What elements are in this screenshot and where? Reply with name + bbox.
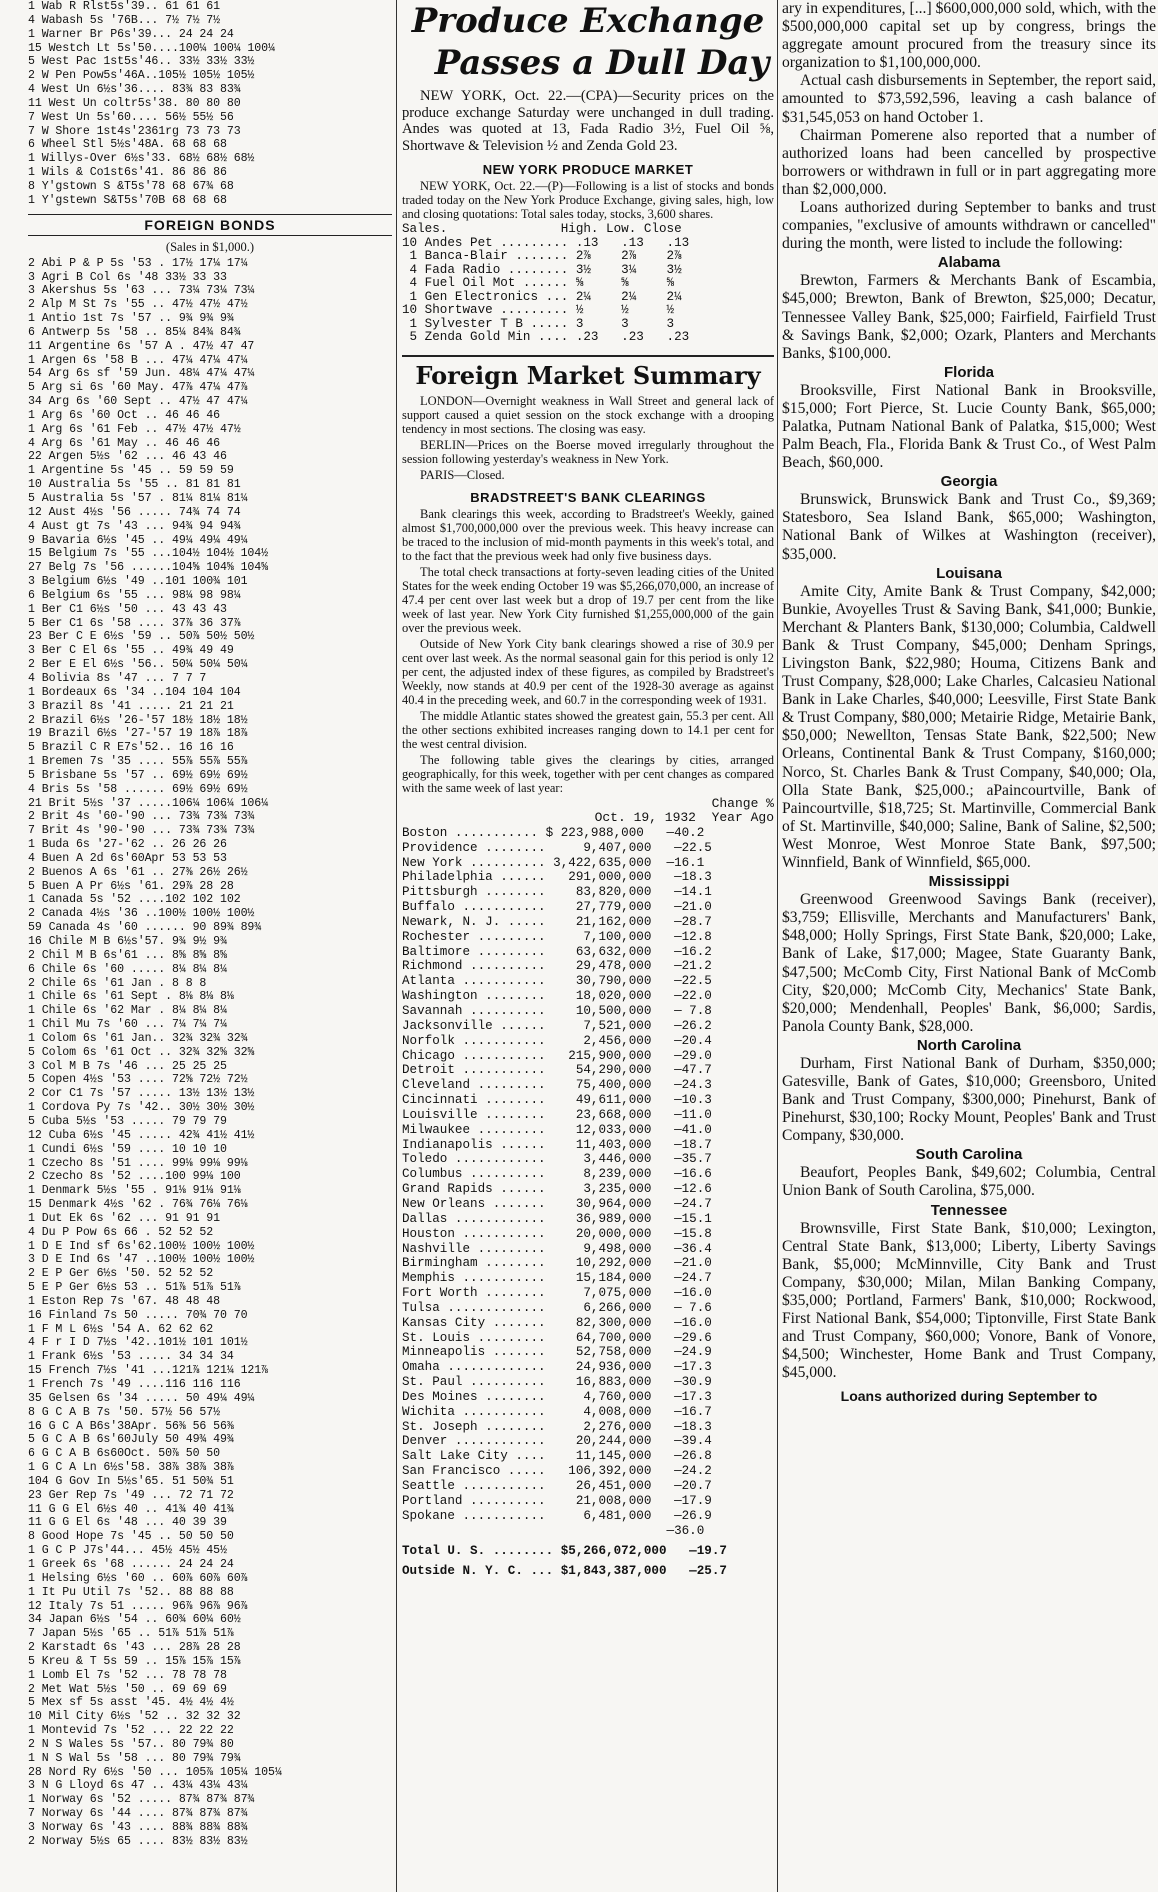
foreign-bond-row: 2 Abi P & P 5s '53 . 17½ 17¼ 17¼ <box>28 256 248 270</box>
bond-column <box>28 0 392 1892</box>
state-heading: Alabama <box>937 254 1001 272</box>
foreign-bond-row: 35 Gelsen 6s '34 ..... 50 49¼ 49¼ <box>28 1391 255 1405</box>
bradstreet-p1: Bank clearings this week, according to Bradstreet's Weekly, gained almost $1,700,000,000 over the previous week. This heavy increase can be traced to the inclusion of mid-month payments in this week's total, and to the fact that the previous week had only five business days. <box>402 506 774 563</box>
clearing-row: Indianapolis ...... 11,403,000 —18.7 <box>402 1137 712 1152</box>
foreign-bond-row: 23 Ger Rep 7s '49 ... 72 71 72 <box>28 1488 234 1502</box>
foreign-bond-row: 54 Arg 6s sf '59 Jun. 48¼ 47¼ 47¼ <box>28 367 255 381</box>
state-loans: Durham, First National Bank of Durham, $350,000; Gatesville, Bank of Gates, $10,000; Greensboro, United Bank and Trust Company, $300,000; Pinehurst, Bank of Pinehurst, $30,100; Rocky Mount, Peoples' Bank and Trust Company, $30,000. <box>782 1054 1156 1145</box>
clearing-row: Birmingham ........ 10,292,000 —21.0 <box>402 1256 712 1271</box>
foreign-bond-row: 3 Brazil 8s '41 ..... 21 21 21 <box>28 699 234 713</box>
foreign-bond-row: 1 Helsing 6½s '60 .. 60⅞ 60⅞ 60⅞ <box>28 1571 248 1585</box>
foreign-bond-row: 1 F M L 6½s '54 A. 62 62 62 <box>28 1322 214 1336</box>
foreign-bond-row: 2 Met Wat 5½s '50 .. 69 69 69 <box>28 1682 227 1696</box>
foreign-bond-row: 5 Cuba 5½s '53 ..... 79 79 79 <box>28 1114 227 1128</box>
foreign-bond-row: 6 Belgium 6s '55 ... 98¼ 98 98¼ <box>28 588 241 602</box>
rfc-trailing: Loans authorized during September to <box>840 1388 1098 1405</box>
foreign-bond-row: 4 Bris 5s '58 ...... 69½ 69½ 69½ <box>28 782 248 796</box>
foreign-bond-row: 1 French 7s '49 ....116 116 116 <box>28 1378 241 1391</box>
state-heading: South Carolina <box>915 1146 1023 1164</box>
foreign-bond-row: 3 Belgium 6½s '49 ..101 100¾ 101 <box>28 575 248 589</box>
bradstreet-p3: Outside of New York City bank clearings showed a rise of 30.9 per cent over last week. As the normal seasonal gain for this period is only 12 per cent, the adjusted index of these figures, as compiled by Bradstreet's Weekly, now stands at 40.9 per cent of the 1928-30 average as against 40.4 in the preceding week, and 60.7 in the corresponding week of 1931. <box>402 636 774 707</box>
sales-note: (Sales in $1,000.) <box>165 239 255 254</box>
clearing-row: Houston ........... 20,000,000 —15.8 <box>402 1226 712 1241</box>
foreign-bond-row: 12 Aust 4½s '56 ..... 74¾ 74 74 <box>28 505 241 519</box>
clearing-row: Tulsa ............. 6,266,000 — 7.6 <box>402 1300 712 1315</box>
clearing-row: Seattle ........... 26,451,000 —20.7 <box>402 1479 712 1493</box>
produce-row: 5 Zenda Gold Min .... .23 .23 .23 <box>402 330 690 345</box>
clearing-row: Grand Rapids ...... 3,235,000 —12.6 <box>402 1182 712 1197</box>
foreign-bond-row: 2 Ber E El 6½s '56.. 50¼ 50¼ 50¼ <box>28 658 248 672</box>
foreign-bond-row: 1 Buda 6s '27-'62 .. 26 26 26 <box>28 838 227 852</box>
foreign-bond-row: 15 Denmark 4½s '62 . 76¾ 76⅛ 76⅛ <box>28 1198 248 1212</box>
foreign-bond-row: 1 Denmark 5½s '55 . 91⅛ 91⅛ 91⅛ <box>28 1184 241 1198</box>
foreign-bond-row: 27 Belg 7s '56 ......104⅝ 104⅝ 104⅝ <box>28 561 269 575</box>
foreign-bond-row: 5 Australia 5s '57 . 81¼ 81¼ 81¼ <box>28 492 248 505</box>
foreign-bond-row: 1 D E Ind sf 6s'62.100½ 100½ 100½ <box>28 1239 255 1253</box>
foreign-bond-row: 4 F r I D 7½s '42..101½ 101 101½ <box>28 1336 248 1350</box>
foreign-bond-row: 1 Arg 6s '61 Feb .. 47½ 47½ 47½ <box>28 422 241 436</box>
clearings-table <box>402 826 774 1539</box>
produce-row: 1 Sylvester T B ..... 3 3 3 <box>402 316 675 331</box>
foreign-bond-row: 2 Chil M B 6s'61 ... 8⅝ 8⅝ 8⅝ <box>28 948 227 962</box>
clearing-row: Baltimore ......... 63,632,000 —16.2 <box>402 944 712 959</box>
foreign-bond-row: 16 Finland 7s 50 ..... 70¾ 70 70 <box>28 1308 248 1322</box>
clearing-row: Atlanta ........... 30,790,000 —22.5 <box>402 974 712 989</box>
bond-row: 4 West Un 6½s'36.... 83¾ 83 83¾ <box>28 83 241 97</box>
produce-row: 1 Gen Electronics ... 2¼ 2¼ 2¼ <box>402 289 682 304</box>
clearing-row: Boston ........... $ 223,988,000 —40.2 <box>402 825 705 840</box>
foreign-bond-row: 11 G G El 6½s 40 .. 41¾ 40 41¾ <box>28 1502 234 1516</box>
paris-report: PARIS—Closed. <box>420 467 505 482</box>
foreign-bond-row: 2 Brazil 6½s '26-'57 18½ 18½ 18½ <box>28 713 248 727</box>
bond-row: 7 West Un 5s'60.... 56½ 55½ 56 <box>28 110 234 124</box>
foreign-bond-row: 2 Alp M St 7s '55 .. 47½ 47½ 47½ <box>28 298 248 312</box>
foreign-bond-row: 5 E P Ger 6½s 53 .. 51⅞ 51⅞ 51⅞ <box>28 1281 241 1295</box>
bond-row: 1 Warner Br P6s'39... 24 24 24 <box>28 27 234 41</box>
bond-row: 1 Willys-Over 6½s'33. 68½ 68½ 68½ <box>28 152 255 166</box>
foreign-bond-row: 1 Lomb El 7s '52 ... 78 78 78 <box>28 1668 227 1682</box>
column-rule <box>396 0 397 1892</box>
foreign-bond-row: 5 Ber C1 6s '58 .... 37⅞ 36 37⅞ <box>28 616 241 630</box>
foreign-bond-row: 1 Ber C1 6½s '50 ... 43 43 43 <box>28 602 227 616</box>
foreign-bond-row: 28 Nord Ry 6½s '50 ... 105⅞ 105¼ 105¼ <box>28 1765 282 1779</box>
produce-story: NEW YORK, Oct. 22.—(CPA)—Security prices on the produce exchange Saturday were unchanged in dull trading. Andes was quoted at 13, Fada Radio 3½, Fuel Oil ⅝, Shortwave & Television ½ and Zenda Gold 23. <box>402 88 774 154</box>
foreign-bond-row: 1 Czecho 8s '51 .... 99⅛ 99⅛ 99⅛ <box>28 1156 248 1170</box>
foreign-bond-row: 2 Buenos A 6s '61 .. 27⅜ 26½ 26½ <box>28 865 248 879</box>
berlin-report: BERLIN—Prices on the Boerse moved irregularly throughout the session following yesterday's weakness in New York. <box>402 437 774 466</box>
foreign-bond-row: 8 Good Hope 7s '45 .. 50 50 50 <box>28 1530 234 1544</box>
clearing-row: Newark, N. J. ..... 21,162,000 —28.7 <box>402 914 712 929</box>
bond-row: 7 W Shore 1st4s'2361rg 73 73 73 <box>28 124 241 138</box>
bond-row: 15 Westch Lt 5s'50....100¼ 100¼ 100¼ <box>28 41 275 55</box>
foreign-bond-row: 1 Frank 6½s '53 ..... 34 34 34 <box>28 1350 234 1364</box>
foreign-bond-row: 2 Czecho 8s '52 ....100 99⅛ 100 <box>28 1170 241 1184</box>
rfc-p3: Chairman Pomerene also reported that a number of authorized loans had been cancelled by prospective borrowers or withdrawn in full or in part aggregating more than $2,000,000. <box>782 126 1156 198</box>
foreign-bond-row: 5 Kreu & T 5s 59 .. 15⅞ 15⅞ 15⅞ <box>28 1654 241 1668</box>
clearing-row: Memphis ........... 15,184,000 —24.7 <box>402 1271 712 1286</box>
clearing-row: Dallas ............ 36,989,000 —15.1 <box>402 1211 712 1226</box>
produce-row: 10 Andes Pet ......... .13 .13 .13 <box>402 235 690 250</box>
foreign-bond-row: 1 Bordeaux 6s '34 ..104 104 104 <box>28 685 241 699</box>
clearing-row: Minneapolis ....... 52,758,000 —24.9 <box>402 1345 712 1360</box>
foreign-bond-row: 4 Bolivia 8s '47 ... 7 7 7 <box>28 671 207 685</box>
foreign-bond-row: 1 Argentine 5s '45 .. 59 59 59 <box>28 464 234 478</box>
foreign-bond-row: 1 It Pu Util 7s '52.. 88 88 88 <box>28 1585 234 1599</box>
clearing-row: Pittsburgh ........ 83,820,000 —14.1 <box>402 885 712 900</box>
foreign-bond-row: 1 Norway 6s '52 ..... 87¾ 87¾ 87¾ <box>28 1793 255 1807</box>
foreign-bond-row: 5 Arg si 6s '60 May. 47⅞ 47¼ 47⅞ <box>28 381 248 395</box>
state-heading: Louisana <box>936 564 1002 582</box>
clearing-row: Denver ............ 20,244,000 —39.4 <box>402 1434 712 1449</box>
foreign-bond-row: 5 Buen A Pr 6½s '61. 29⅞ 28 28 <box>28 879 234 893</box>
foreign-bonds-heading: FOREIGN BONDS <box>28 214 392 236</box>
clearings-head-2: Oct. 19, 1932 Year Ago <box>594 810 774 826</box>
produce-table <box>402 237 774 345</box>
bond-row: 1 Y'gstewn S&T5s'70B 68 68 68 <box>28 193 227 207</box>
clearing-row: Nashville ......... 9,498,000 —36.4 <box>402 1241 712 1256</box>
bond-row: 6 Wheel Stl 5½s'48A. 68 68 68 <box>28 138 227 152</box>
foreign-bond-row: 2 N S Wales 5s '57.. 80 79¾ 80 <box>28 1737 234 1751</box>
clearing-row: Jacksonville ...... 7,521,000 —26.2 <box>402 1018 712 1033</box>
clearing-row: Louisville ........ 23,668,000 —11.0 <box>402 1107 712 1122</box>
foreign-bond-row: 6 Chile 6s '60 ..... 8¼ 8¼ 8¼ <box>28 962 227 976</box>
foreign-bond-row: 5 G C A B 6s'60July 50 49¾ 49¾ <box>28 1433 234 1447</box>
produce-row: 4 Fada Radio ........ 3½ 3¼ 3½ <box>402 262 682 277</box>
foreign-bond-row: 59 Canada 4s '60 ...... 90 89¾ 89¾ <box>28 921 262 935</box>
clearing-row: Chicago ........... 215,900,000 —29.0 <box>402 1048 712 1063</box>
clearing-row: Philadelphia ...... 291,000,000 —18.3 <box>402 870 712 885</box>
foreign-bond-row: 6 Antwerp 5s '58 .. 85¼ 84¾ 84¾ <box>28 325 241 339</box>
london-report: LONDON—Overnight weakness in Wall Street and general lack of support caused a quiet session on the stock exchange with a drooping tendency in most sections. The closing was easy. <box>402 393 774 436</box>
foreign-bond-row: 1 Montevid 7s '52 ... 22 22 22 <box>28 1724 234 1738</box>
bond-row: 5 West Pac 1st5s'46.. 33½ 33½ 33½ <box>28 55 255 69</box>
rfc-column <box>782 0 1156 1892</box>
foreign-bond-row: 2 E P Ger 6½s '50. 52 52 52 <box>28 1267 214 1281</box>
foreign-bond-row: 1 Chil Mu 7s '60 ... 7¼ 7¼ 7¼ <box>28 1018 227 1032</box>
clearing-row: Wichita ........... 4,008,000 —16.7 <box>402 1404 712 1419</box>
clearing-row: St. Joseph ........ 2,276,000 —18.3 <box>402 1419 712 1434</box>
bond-row: 8 Y'gstown S &T5s'78 68 67¾ 68 <box>28 179 234 193</box>
foreign-bond-row: 4 Buen A 2d 6s'60Apr 53 53 53 <box>28 851 227 865</box>
clearing-row: Columbus .......... 8,239,000 —16.6 <box>402 1167 712 1182</box>
foreign-bond-row: 23 Ber C E 6½s '59 .. 50⅞ 50½ 50½ <box>28 630 255 644</box>
clearing-row: Detroit ........... 54,290,000 —47.7 <box>402 1063 712 1078</box>
foreign-bond-row: 4 Arg 6s '61 May .. 46 46 46 <box>28 436 221 450</box>
clearing-row: Omaha ............. 24,936,000 —17.3 <box>402 1360 712 1375</box>
clearing-row: Providence ........ 9,407,000 —22.5 <box>402 840 712 855</box>
foreign-bond-row: 3 Col M B 7s '46 ... 25 25 25 <box>28 1059 227 1073</box>
clearing-row: Toledo ............ 3,446,000 —35.7 <box>402 1152 712 1167</box>
foreign-bond-row: 12 Italy 7s 51 ..... 96⅞ 96⅞ 96⅞ <box>28 1599 248 1613</box>
state-loans: Brewton, Farmers & Merchants Bank of Escambia, $45,000; Brewton, Bank of Brewton, $25,000; Decatur, Tennessee Valley Bank, $25,000; Fairfield, Fairfield Trust & Savings Bank, $2,000; Ozark, Planters and Merchants Banks, $100,000. <box>782 272 1156 362</box>
foreign-bond-list <box>28 257 392 1849</box>
foreign-bond-row: 2 Cor C1 7s '57 ..... 13½ 13½ 13½ <box>28 1087 255 1101</box>
state-heading: Georgia <box>940 473 998 491</box>
foreign-bond-row: 1 Antio 1st 7s '57 .. 9¾ 9¾ 9¾ <box>28 312 234 326</box>
foreign-bond-row: 19 Brazil 6½s '27-'57 19 18⅞ 18⅞ <box>28 727 248 741</box>
bond-row: 1 Wab R Rlst5s'39.. 61 61 61 <box>28 0 221 13</box>
bradstreet-p4: The middle Atlantic states showed the greatest gain, 55.3 per cent. All the other sections exhibited increases ranging down to 14.1 per cent for the west central division. <box>402 708 774 751</box>
state-heading: Florida <box>943 363 994 381</box>
foreign-bond-row: 1 Greek 6s '68 ...... 24 24 24 <box>28 1557 234 1571</box>
foreign-bond-row: 1 Canada 5s '52 ....102 102 102 <box>28 893 241 907</box>
state-loans: Amite City, Amite Bank & Trust Company, $42,000; Bunkie, Avoyelles Trust & Saving Bank, $41,000; Bunkie, Merchant & Planters Bank, $130,000; Columbia, Caldwell Bank & Trust Company, $45,000; Denham Springs, Livingston Bank, $22,980; Houma, Citizens Bank and Trust Company, $28,000; Lake Charles, Calcasieu National Bank in Lake Charles, $40,000; Leesville, First State Bank & Trust Company, $80,000; Metairie Ridge, Metairie Bank, $50,000; Newellton, Tensas State Bank, $22,500; New Orleans, Continental Bank & Trust Company, $160,000; Norco, St. Charles Bank & Trust Company, $40,000; Ola, Olla State Bank, $25,000.; aPaincourtville, Bank of Paincourtville, $18,725; St. Martinville, Commercial Bank of St. Martinville, $40,000; Saline, Bank of Saline, $2,500; West Monroe, West Monroe State Bank, $97,500; Winnfield, Bank of Winnfield, $65,000. <box>782 582 1156 872</box>
bond-row: 2 W Pen Pow5s'46A..105½ 105½ 105½ <box>28 69 255 83</box>
foreign-bond-row: 1 Cordova Py 7s '42.. 30½ 30½ 30½ <box>28 1101 255 1115</box>
foreign-bond-row: 34 Japan 6½s '54 .. 60¾ 60¼ 60½ <box>28 1613 241 1627</box>
foreign-bond-row: 7 Japan 5½s '65 .. 51⅞ 51⅞ 51⅞ <box>28 1627 234 1641</box>
foreign-bond-row: 1 Colom 6s '61 Jan.. 32¾ 32¾ 32¾ <box>28 1031 248 1045</box>
clearing-row: Des Moines ........ 4,760,000 —17.3 <box>402 1389 712 1404</box>
foreign-bond-row: 7 Norway 6s '44 .... 87¾ 87¾ 87¾ <box>28 1807 248 1821</box>
clearing-row: Portland .......... 21,008,000 —17.9 <box>402 1493 712 1508</box>
foreign-bond-row: 1 Cundi 6½s '59 .... 10 10 10 <box>28 1142 227 1156</box>
rfc-intro: ary in expenditures, [...] $600,000,000 sold, which, with the $500,000,000 capital set up by congress, brings the aggregate amount procured from the treasury since its organization to $1,100,000,000. <box>782 0 1156 72</box>
clearing-row: Norfolk ........... 2,456,000 —20.4 <box>402 1033 712 1048</box>
foreign-bond-row: 8 G C A B 7s '50. 57½ 56 57½ <box>28 1405 221 1419</box>
produce-row: 4 Fuel Oil Mot ...... ⅝ ⅝ ⅝ <box>402 276 675 291</box>
foreign-bond-row: 3 D E Ind 6s '47 ..100½ 100½ 100½ <box>28 1253 255 1267</box>
clearing-row: Rochester ......... 7,100,000 —12.8 <box>402 929 712 944</box>
foreign-bond-row: 1 G C P J7s'44... 45½ 45½ 45½ <box>28 1544 227 1558</box>
foreign-bond-row: 16 G C A B6s'38Apr. 56⅜ 56 56⅜ <box>28 1419 234 1433</box>
foreign-bond-row: 5 Brisbane 5s '57 .. 69½ 69½ 69½ <box>28 768 248 782</box>
state-loans: Brownsville, First State Bank, $10,000; Lexington, Central State Bank, $13,000; Liberty, Liberty Savings Bank, $5,000; McMinnville, City Bank and Trust Company, $30,000; Milan, Milan Banking Company, $35,000; Portland, Farmers' Bank, $10,000; Rockwood, First National Bank, $54,000; Tiptonville, First State Bank and Trust Company, $60,000; Vonore, Bank of Vonore, $4,500; Winchester, Home Bank and Trust Company, $45,000. <box>782 1219 1156 1382</box>
bond-row: 4 Wabash 5s '76B... 7½ 7½ 7½ <box>28 13 221 27</box>
clearing-row: New Orleans ....... 30,964,000 —24.7 <box>402 1196 712 1211</box>
produce-row: 1 Banca-Blair ....... 2⅞ 2⅞ 2⅞ <box>402 249 682 264</box>
produce-headline: Produce Exchange <box>411 1 765 41</box>
bond-row: 11 West Un coltr5s'38. 80 80 80 <box>28 96 241 110</box>
foreign-bond-row: 6 G C A B 6s60Oct. 50⅞ 50 50 <box>28 1447 221 1461</box>
state-loan-list <box>782 254 1156 1382</box>
foreign-bond-row: 10 Mil City 6½s '52 .. 32 32 32 <box>28 1710 241 1724</box>
foreign-bond-row: 2 Karstadt 6s '43 ... 28⅞ 28 28 <box>28 1641 241 1655</box>
clearing-row: Buffalo ........... 27,779,000 —21.0 <box>402 900 712 915</box>
foreign-bond-row: 5 Mex sf 5s asst '45. 4½ 4½ 4½ <box>28 1696 234 1710</box>
foreign-bond-row: 15 Belgium 7s '55 ...104½ 104½ 104½ <box>28 547 269 561</box>
foreign-bond-row: 21 Brit 5½s '37 .....106¼ 106¼ 106¼ <box>28 796 269 810</box>
clearing-row: Kansas City ....... 82,300,000 —16.0 <box>402 1315 712 1330</box>
foreign-bond-row: 2 Brit 4s '60-'90 ... 73¾ 73¾ 73¾ <box>28 810 255 824</box>
domestic-bond-list <box>28 0 392 208</box>
clearing-row: Salt Lake City .... 11,145,000 —26.8 <box>402 1449 712 1464</box>
foreign-bond-row: 10 Australia 5s '55 .. 81 81 81 <box>28 478 241 492</box>
clearing-row: Washington ........ 18,020,000 —22.0 <box>402 989 712 1004</box>
foreign-bond-row: 1 N S Wal 5s '58 ... 80 79¾ 79¾ <box>28 1751 241 1765</box>
foreign-bond-row: 3 Ber C El 6s '55 .. 49¾ 49 49 <box>28 644 234 658</box>
foreign-bond-row: 1 Bremen 7s '35 .... 55⅞ 55⅞ 55⅞ <box>28 755 248 769</box>
clearing-row: —36.0 <box>402 1523 705 1538</box>
market-column <box>402 0 774 1892</box>
foreign-market-headline: Foreign Market Summary <box>402 355 774 390</box>
foreign-bond-row: 2 Canada 4½s '36 ..100½ 100½ 100½ <box>28 907 255 921</box>
foreign-bond-row: 1 Arg 6s '60 Oct .. 46 46 46 <box>28 408 221 422</box>
foreign-bond-row: 3 N G Lloyd 6s 47 .. 43¼ 43¼ 43¼ <box>28 1779 248 1793</box>
foreign-bond-row: 2 Chile 6s '61 Jan . 8 8 8 <box>28 976 207 990</box>
foreign-bond-row: 4 Aust gt 7s '43 ... 94¾ 94 94¾ <box>28 519 241 533</box>
state-loans: Brunswick, Brunswick Bank and Trust Co., $9,369; Statesboro, Sea Island Bank, $65,000; Washington, National Bank of Wilkes at Washington (receiver), $35,000. <box>782 491 1156 563</box>
produce-row: 10 Shortwave ......... ½ ½ ½ <box>402 303 675 318</box>
foreign-bond-row: 11 Argentine 6s '57 A . 47½ 47 47 <box>28 339 255 353</box>
foreign-bond-row: 3 Norway 6s '43 .... 88¾ 88¾ 88¾ <box>28 1821 248 1834</box>
bradstreet-p2: The total check transactions at forty-seven leading cities of the United States for the week ending October 19 was $5,266,070,000, an increase of 47.4 per cent over last week but a drop of 19.7 per cent from the like week of last year. New York City furnished $1,255,000,000 of the gain over the previous week. <box>402 564 774 635</box>
foreign-bond-row: 16 Chile M B 6½s'57. 9¾ 9½ 9¾ <box>28 935 227 948</box>
foreign-bond-row: 7 Brit 4s '90-'90 ... 73¾ 73¾ 73¾ <box>28 824 255 838</box>
foreign-bond-row: 2 Norway 5½s 65 .... 83½ 83½ 83½ <box>28 1834 248 1848</box>
bond-row: 1 Wils & Co1st6s'41. 86 86 86 <box>28 166 227 180</box>
foreign-bond-row: 1 Argen 6s '58 B ... 47¼ 47¼ 47¼ <box>28 353 248 367</box>
foreign-bond-row: 9 Bavaria 6½s '45 .. 49¼ 49¼ 49¼ <box>28 533 248 547</box>
clearing-row: Spokane ........... 6,481,000 —26.9 <box>402 1508 712 1523</box>
state-loans: Greenwood Greenwood Savings Bank (receiver), $3,759; Ellisville, Merchants and Manufacturers' Bank, $48,000; Holly Springs, First State Bank, $20,000; Lake, Bank of Lake, $17,000; Magee, State Guaranty Bank, $47,500; McComb City, First National Bank of McComb City, $20,000; McComb City, Mechanics' State Bank, $20,000; Mendenhall, Peoples' Bank, $6,000; Sardis, Panola County Bank, $28,000. <box>782 891 1156 1035</box>
foreign-bond-row: 11 G G El 6s '48 ... 40 39 39 <box>28 1516 227 1530</box>
clearing-row: San Francisco ..... 106,392,000 —24.2 <box>402 1464 712 1479</box>
foreign-bond-row: 5 Copen 4½s '53 .... 72⅝ 72½ 72½ <box>28 1073 248 1087</box>
clearings-outside-ny: Outside N. Y. C. ... $1,843,387,000 —25.7 <box>402 1564 727 1579</box>
foreign-bond-row: 5 Colom 6s '61 Oct .. 32¾ 32⅝ 32⅝ <box>28 1045 255 1059</box>
foreign-bond-row: 1 Chile 6s '62 Mar . 8¼ 8¼ 8¼ <box>28 1004 227 1018</box>
foreign-bond-row: 3 Akershus 5s '63 ... 73¼ 73¼ 73¼ <box>28 284 255 298</box>
bradstreet-heading: BRADSTREET'S BANK CLEARINGS <box>470 489 706 505</box>
foreign-bond-row: 1 Chile 6s '61 Sept . 8⅛ 8⅛ 8⅛ <box>28 990 234 1004</box>
state-loans: Beaufort, Peoples Bank, $49,602; Columbia, Central Union Bank of South Carolina, $75,000. <box>782 1164 1156 1200</box>
clearing-row: St. Louis ......... 64,700,000 —29.6 <box>402 1330 712 1345</box>
foreign-bond-row: 1 Dut Ek 6s '62 ... 91 91 91 <box>28 1211 221 1225</box>
produce-table-header: Sales. High. Low. Close <box>402 222 682 237</box>
foreign-bond-row: 22 Argen 5½s '62 ... 46 43 46 <box>28 450 227 464</box>
foreign-bond-row: 5 Brazil C R E7s'52.. 16 16 16 <box>28 741 234 755</box>
state-loans: Brooksville, First National Bank in Brooksville, $15,000; Fort Pierce, St. Lucie County Bank, $65,000; Palatka, Putnam National Bank of Palatka, $15,000; West Palm Beach, Fla., Florida Bank & Trust Co., of West Palm Beach, $60,000. <box>782 381 1156 472</box>
clearings-total-us: Total U. S. ........ $5,266,072,000 —19.7 <box>402 1544 727 1559</box>
rfc-p2: Actual cash disbursements in September, the report said, amounted to $73,592,596, leaving a cash balance of $31,545,053 on hand October 1. <box>782 72 1156 126</box>
state-heading: North Carolina <box>916 1036 1022 1054</box>
state-heading: Tennessee <box>930 1201 1008 1219</box>
foreign-bond-row: 1 Eston Rep 7s '67. 48 48 48 <box>28 1294 221 1308</box>
clearing-row: Richmond .......... 29,478,000 —21.2 <box>402 959 712 974</box>
clearing-row: Cincinnati ........ 49,611,000 —10.3 <box>402 1093 712 1108</box>
foreign-bond-row: 15 French 7½s '41 ...121⅞ 121¼ 121⅞ <box>28 1364 269 1378</box>
rfc-p4: Loans authorized during September to banks and trust companies, "exclusive of amounts withdrawn or cancelled" during the month, were listed to include the following: <box>782 199 1156 253</box>
foreign-bond-row: 34 Arg 6s '60 Sept .. 47½ 47 47¼ <box>28 395 248 409</box>
foreign-bond-row: 3 Agri B Col 6s '48 33½ 33 33 <box>28 270 227 284</box>
clearing-row: Fort Worth ........ 7,075,000 —16.0 <box>402 1286 712 1301</box>
foreign-bond-row: 12 Cuba 6½s '45 ..... 42¾ 41½ 41½ <box>28 1128 255 1142</box>
clearing-row: Cleveland ......... 75,400,000 —24.3 <box>402 1078 712 1093</box>
clearing-row: St. Paul .......... 16,883,000 —30.9 <box>402 1375 712 1390</box>
foreign-bond-row: 104 G Gov In 5½s'65. 51 50¾ 51 <box>28 1474 234 1488</box>
produce-market-heading: NEW YORK PRODUCE MARKET <box>482 162 694 178</box>
clearing-row: New York .......... 3,422,635,000 —16.1 <box>402 855 705 870</box>
column-rule <box>777 0 778 1892</box>
produce-headline-2: Passes a Dull Day <box>434 43 770 83</box>
foreign-bond-row: 1 G C A Ln 6½s'58. 38⅞ 38⅞ 38⅞ <box>28 1461 234 1475</box>
state-heading: Mississippi <box>928 873 1010 891</box>
clearing-row: Savannah .......... 10,500,000 — 7.8 <box>402 1004 712 1018</box>
produce-market-intro: NEW YORK, Oct. 22.—(P)—Following is a list of stocks and bonds traded today on the New York Produce Exchange, giving sales, high, low and closing quotations: Total sales today, stocks, 3,600 shares. <box>402 179 774 222</box>
clearing-row: Milwaukee ......... 12,033,000 —41.0 <box>402 1122 712 1137</box>
foreign-bond-row: 4 Du P Pow 6s 66 . 52 52 52 <box>28 1225 214 1239</box>
bradstreet-p5: The following table gives the clearings by cities, arranged geographically, for this week, together with per cent changes as compared with the same week of last year: <box>402 752 774 795</box>
clearings-head-1: Change % <box>711 795 774 811</box>
